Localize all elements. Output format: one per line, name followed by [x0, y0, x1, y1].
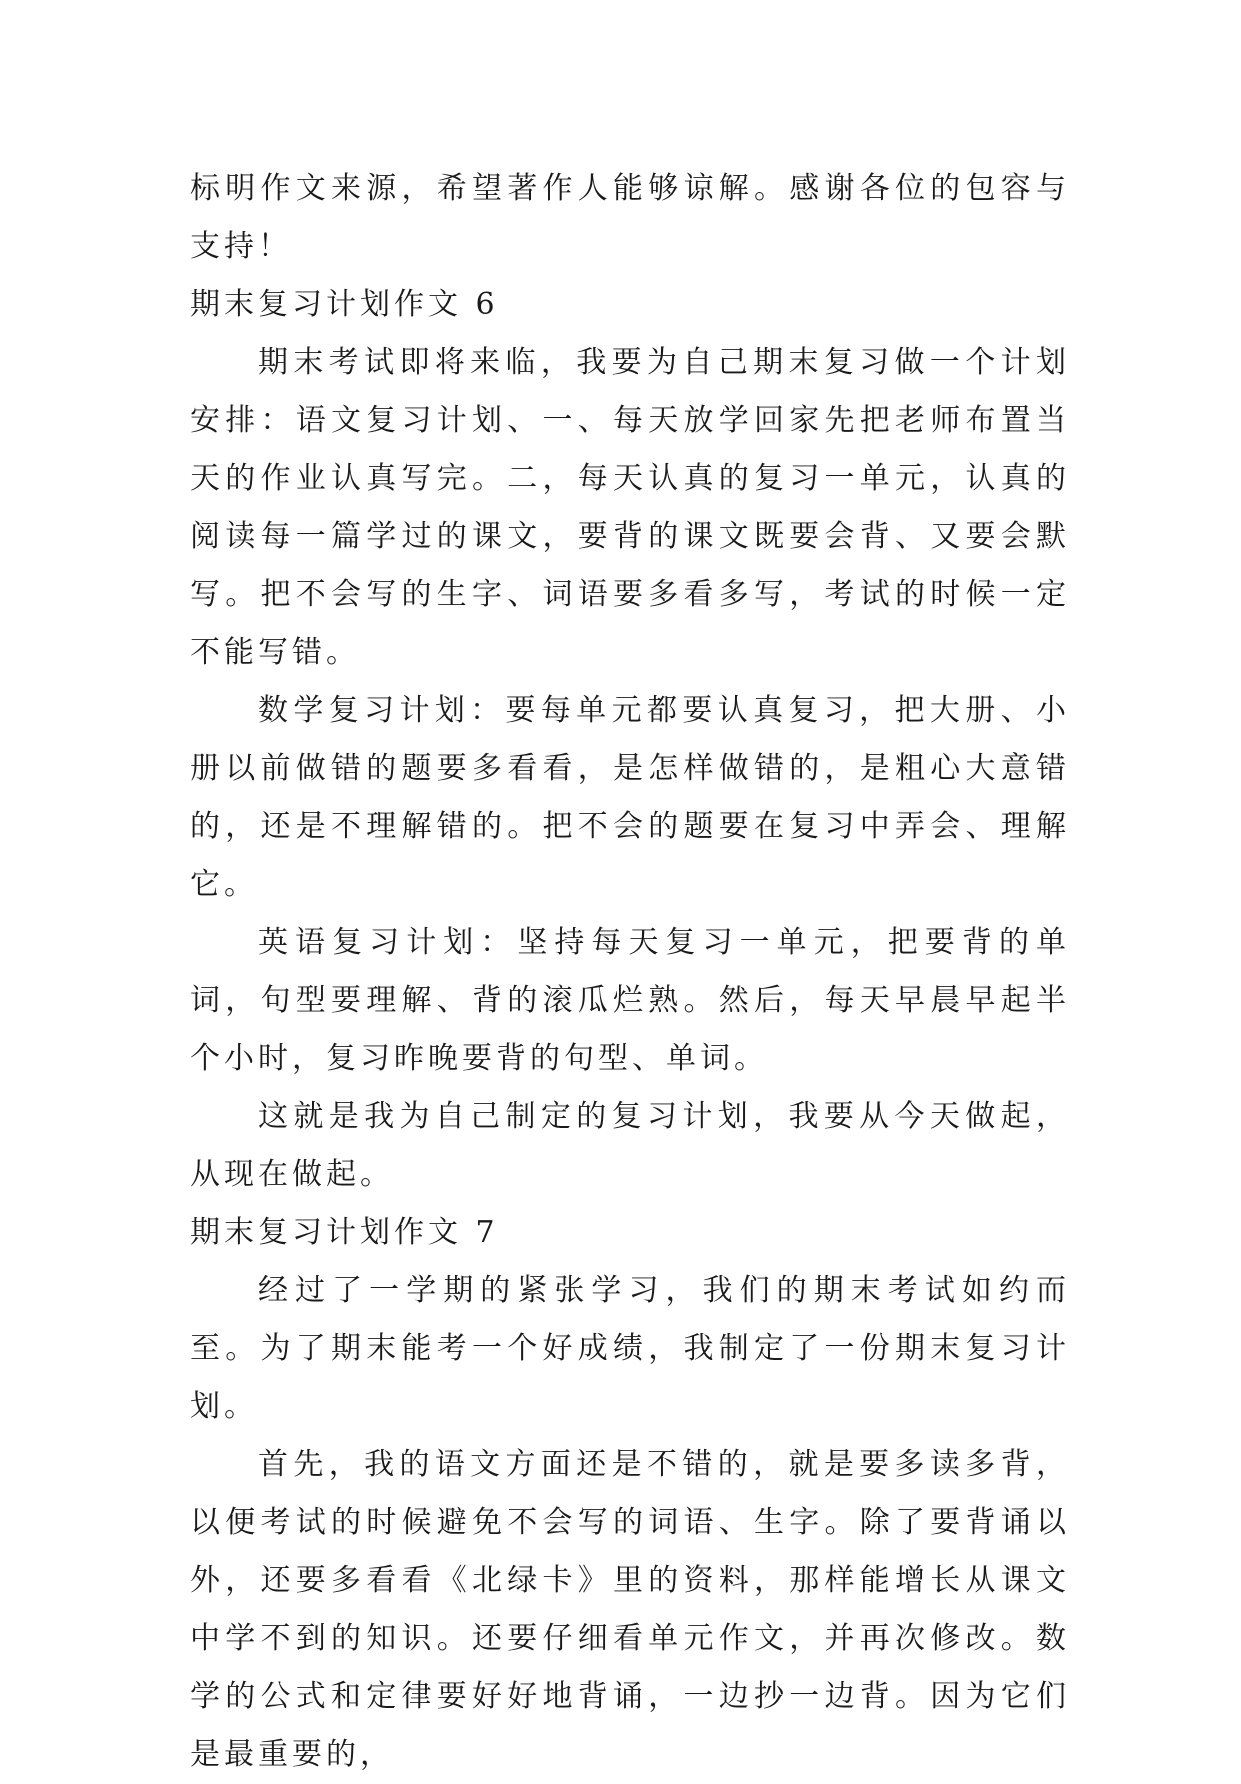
- paragraph-chinese-plan: 期末考试即将来临，我要为自己期末复习做一个计划安排：语文复习计划、一、每天放学回家先把老师布置当天的作业认真写完。二，每天认真的复习一单元，认真的阅读每一篇学过的课文，要背的课文既要会背、又要会默写。把不会写的生字、词语要多看多写，考试的时候一定不能写错。: [190, 345, 1070, 670]
- paragraph-conclusion: 这就是我为自己制定的复习计划，我要从今天做起，从现在做起。: [190, 1099, 1070, 1192]
- paragraph-first-7: 首先，我的语文方面还是不错的，就是要多读多背，以便考试的时候避免不会写的词语、生字。除了要背诵以外，还要多看看《北绿卡》里的资料，那样能增长从课文中学不到的知识。还要仔细看单元作文，并再次修改。数学的公式和定律要好好地背诵，一边抄一边背。因为它们是最重要的，: [190, 1447, 1070, 1772]
- paragraph-english-plan: 英语复习计划：坚持每天复习一单元，把要背的单词，句型要理解、背的滚瓜烂熟。然后，每天早晨早起半个小时，复习昨晚要背的句型、单词。: [190, 925, 1070, 1076]
- essay-heading-7: 期末复习计划作文 7: [190, 1215, 499, 1250]
- document-body: [190, 160, 1070, 1784]
- paragraph-math-plan: 数学复习计划：要每单元都要认真复习，把大册、小册以前做错的题要多看看，是怎样做错的，是粗心大意错的，还是不理解错的。把不会的题要在复习中弄会、理解它。: [190, 693, 1070, 902]
- paragraph-closing-note: 标明作文来源，希望著作人能够谅解。感谢各位的包容与支持！: [190, 171, 1070, 264]
- essay-heading-6: 期末复习计划作文 6: [190, 287, 499, 322]
- paragraph-intro-7: 经过了一学期的紧张学习，我们的期末考试如约而至。为了期末能考一个好成绩，我制定了一份期末复习计划。: [190, 1273, 1070, 1424]
